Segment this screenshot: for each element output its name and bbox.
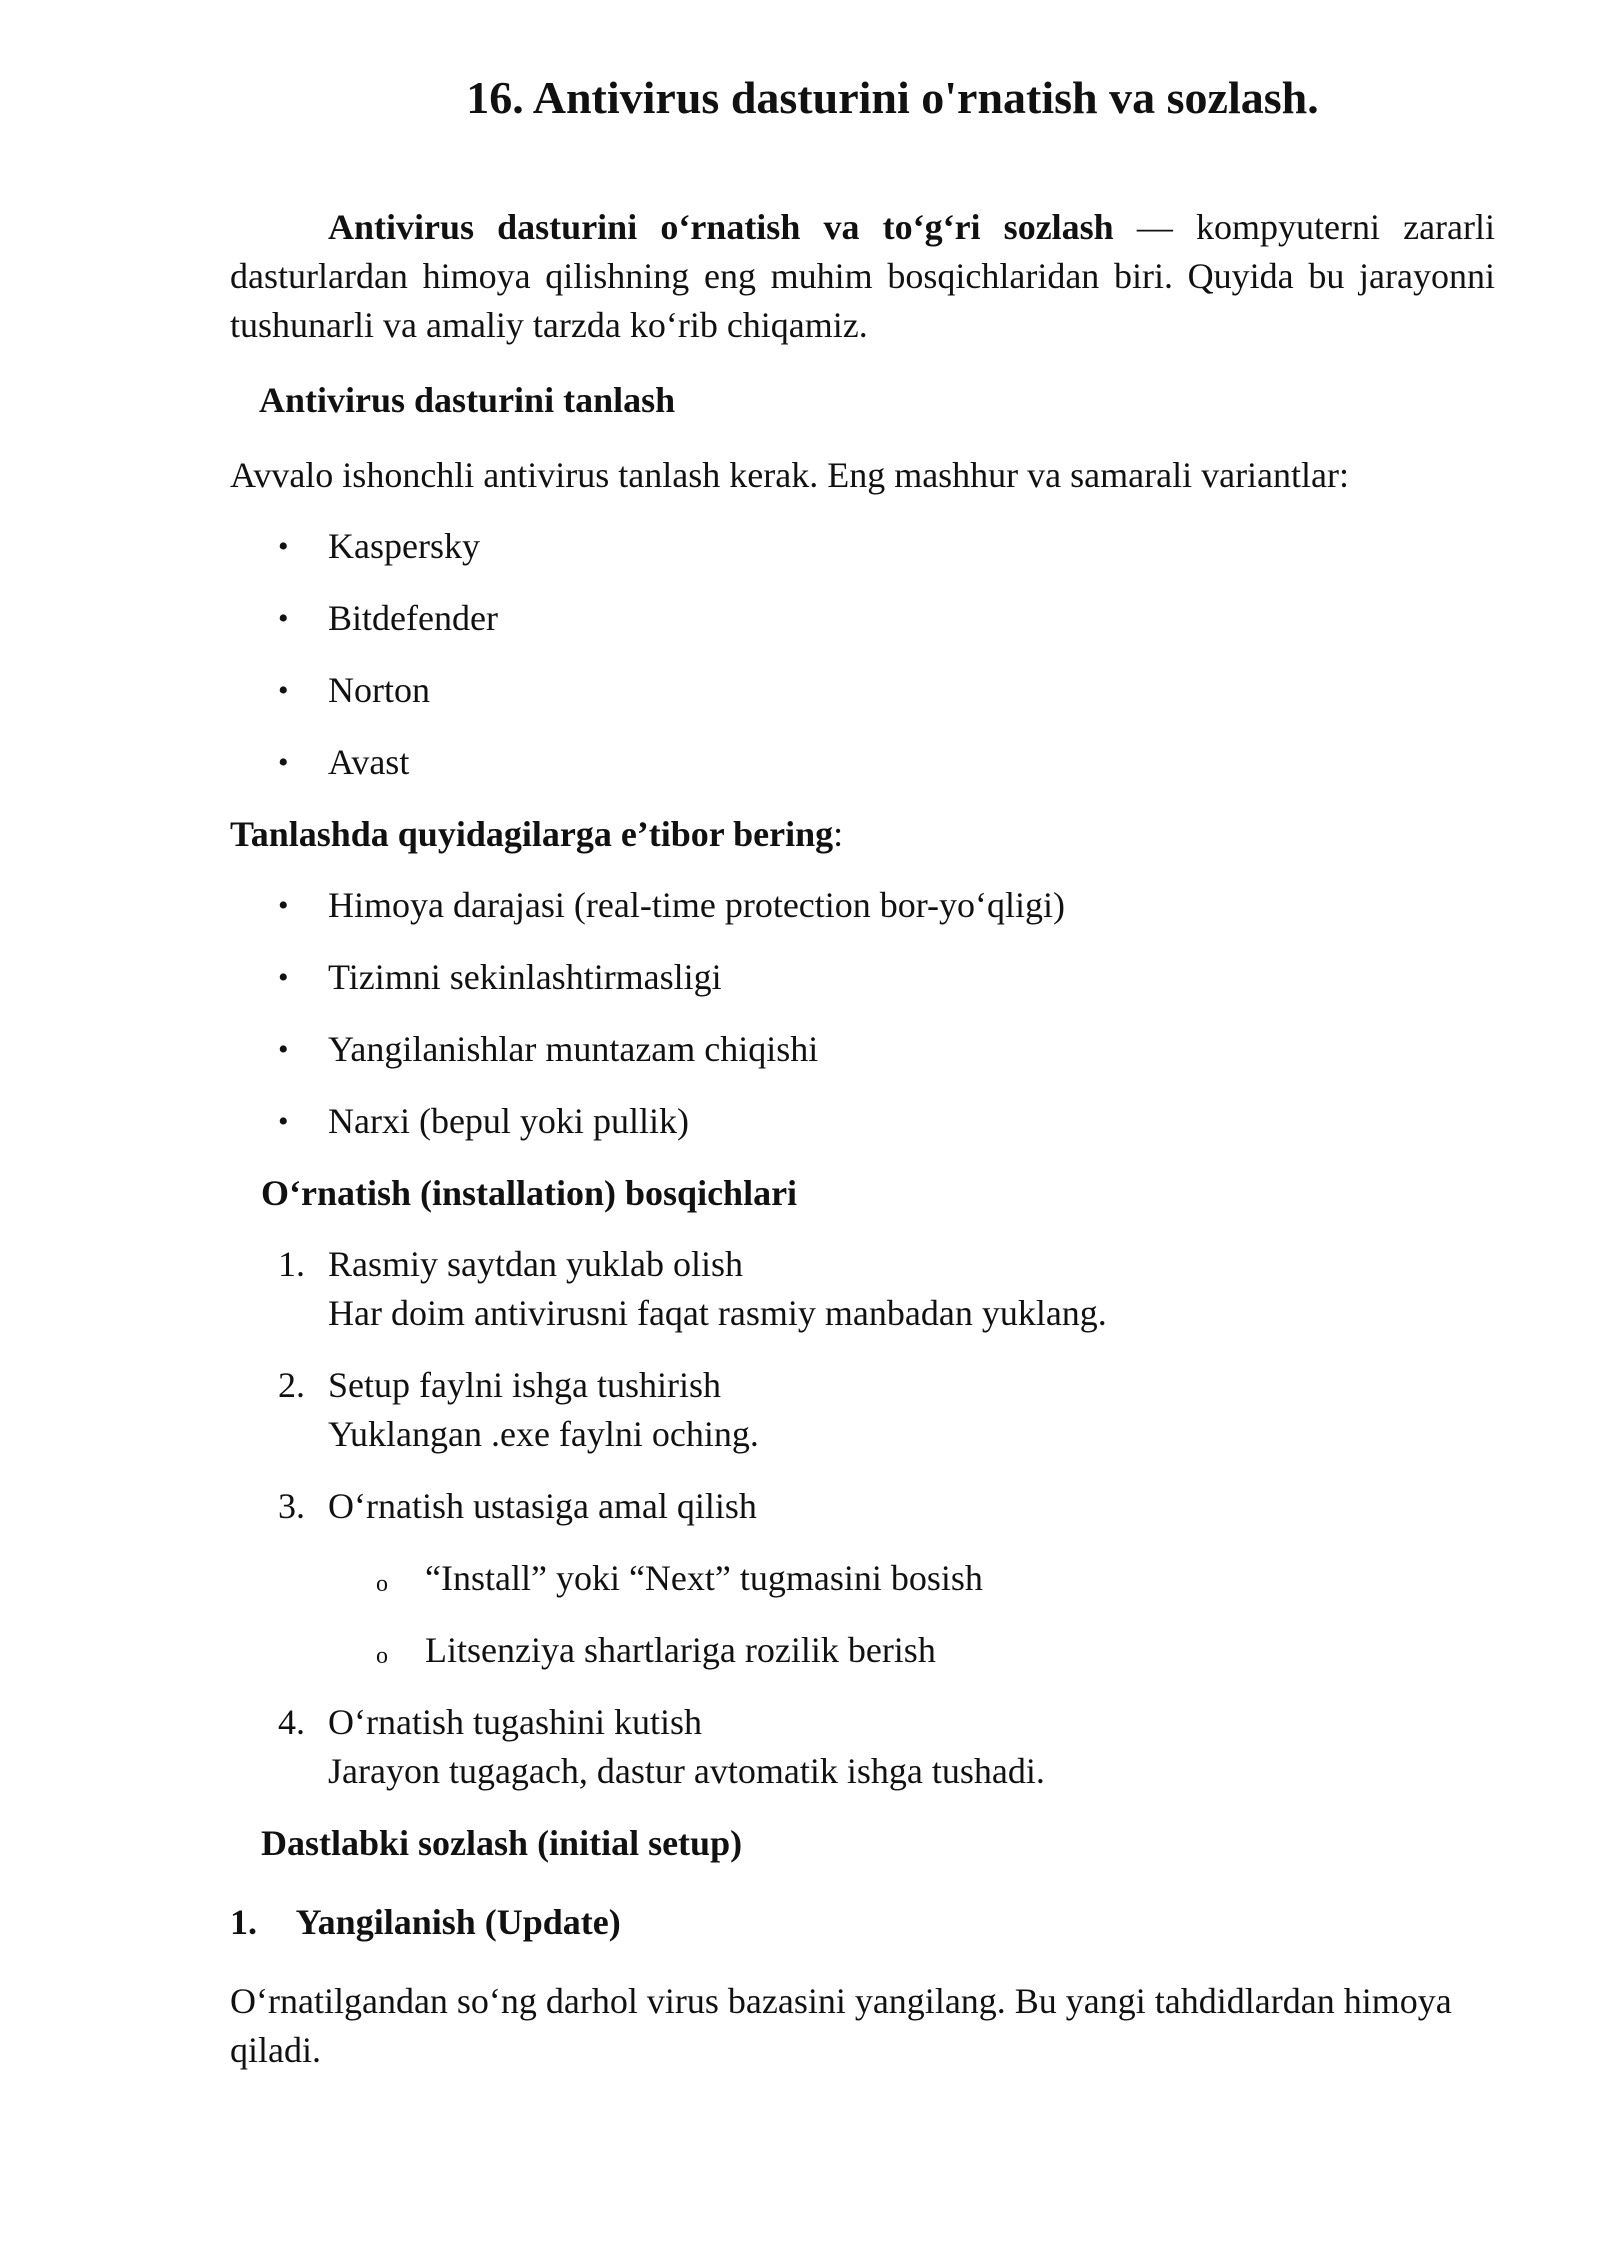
page-title: 16. Antivirus dasturini o'rnatish va sozlash. [466,72,1319,123]
bullet-icon: • [278,961,289,995]
bullet-icon: • [278,530,289,564]
subsection-heading-update [230,1898,1495,1947]
step-item [230,1482,1495,1675]
intro-bold-phrase: Antivirus dasturini o‘rnatish va to‘g‘ri sozlash [328,207,1114,248]
criteria-heading [230,810,1495,859]
circle-bullet-icon: o [376,1643,388,1670]
criteria-heading-text: Tanlashda quyidagilarga e’tibor bering [230,814,834,855]
step-detail: Yuklangan .exe faylni oching. [328,1414,759,1455]
sublist-item-text: “Install” yoki “Next” tugmasini bosish [425,1558,983,1599]
choose-paragraph: Avvalo ishonchli antivirus tanlash kerak. Eng mashhur va samarali variantlar: [230,455,1350,496]
list-item [230,666,1495,715]
subsection-heading-text: Yangilanish (Update) [295,1902,621,1943]
list-item-text: Himoya darajasi (real-time protection bor-yo‘qligi) [328,885,1066,926]
bullet-icon: • [278,602,289,636]
bullet-icon: • [278,1105,289,1139]
section-heading-text: Antivirus dasturini tanlash [259,380,676,421]
step-number: 2. [278,1365,305,1406]
intro-text: — kompyuterni zararli dasturlardan himoya qilishning eng muhim bosqichlaridan biri. Quyida bu jarayonni tushunarli va amaliy tarzda ko‘rib chiqamiz. [230,207,1496,346]
section-heading-setup [230,1819,1495,1868]
section-heading-text: Dastlabki sozlash (initial setup) [261,1823,743,1864]
list-item [230,1025,1495,1074]
step-title: Setup faylni ishga tushirish [328,1365,721,1406]
section-heading-choose [230,376,1495,425]
list-item [230,953,1495,1002]
sublist-item-text: Litsenziya shartlariga rozilik berish [425,1630,936,1671]
bullet-icon: • [278,889,289,923]
list-item [230,881,1495,930]
list-item-text: Bitdefender [328,598,498,639]
step-title: O‘rnatish tugashini kutish [328,1702,702,1743]
circle-bullet-icon: o [376,1571,388,1598]
step-title: Rasmiy saytdan yuklab olish [328,1244,743,1285]
intro-paragraph [230,203,1495,350]
step-detail: Jarayon tugagach, dastur avtomatik ishga tushadi. [328,1751,1045,1792]
list-item [230,738,1495,787]
list-item-text: Norton [328,670,430,711]
sublist-item [328,1626,1495,1675]
list-item-text: Yangilanishlar muntazam chiqishi [328,1029,819,1070]
list-item [230,594,1495,643]
list-item-text: Kaspersky [328,526,480,567]
install-steps [230,1240,1495,1796]
step-item [230,1240,1495,1338]
step-number: 3. [278,1486,305,1527]
list-item-text: Tizimni sekinlashtirmasligi [328,957,722,998]
list-item-text: Avast [328,742,410,783]
step-item [230,1698,1495,1796]
criteria-list [230,881,1495,1146]
section-heading-install [230,1169,1495,1218]
step-title: O‘rnatish ustasiga amal qilish [328,1486,757,1527]
list-item [230,522,1495,571]
step-detail: Har doim antivirusni faqat rasmiy manbadan yuklang. [328,1293,1107,1334]
list-item [230,1097,1495,1146]
step-sublist [328,1554,1495,1675]
section-heading-text: O‘rnatish (installation) bosqichlari [261,1173,798,1214]
criteria-colon: : [833,814,844,855]
step-number: 4. [278,1702,305,1743]
document-page [230,70,1495,2075]
subsection-number: 1. [230,1902,257,1943]
update-paragraph: O‘rnatilgandan so‘ng darhol virus bazasini yangilang. Bu yangi tahdidlardan himoya qiladi. [230,1981,1452,2071]
step-item [230,1361,1495,1459]
sublist-item [328,1554,1495,1603]
step-number: 1. [278,1244,305,1285]
list-item-text: Narxi (bepul yoki pullik) [328,1101,689,1142]
bullet-icon: • [278,1033,289,1067]
bullet-icon: • [278,674,289,708]
antivirus-list [230,522,1495,787]
bullet-icon: • [278,746,289,780]
